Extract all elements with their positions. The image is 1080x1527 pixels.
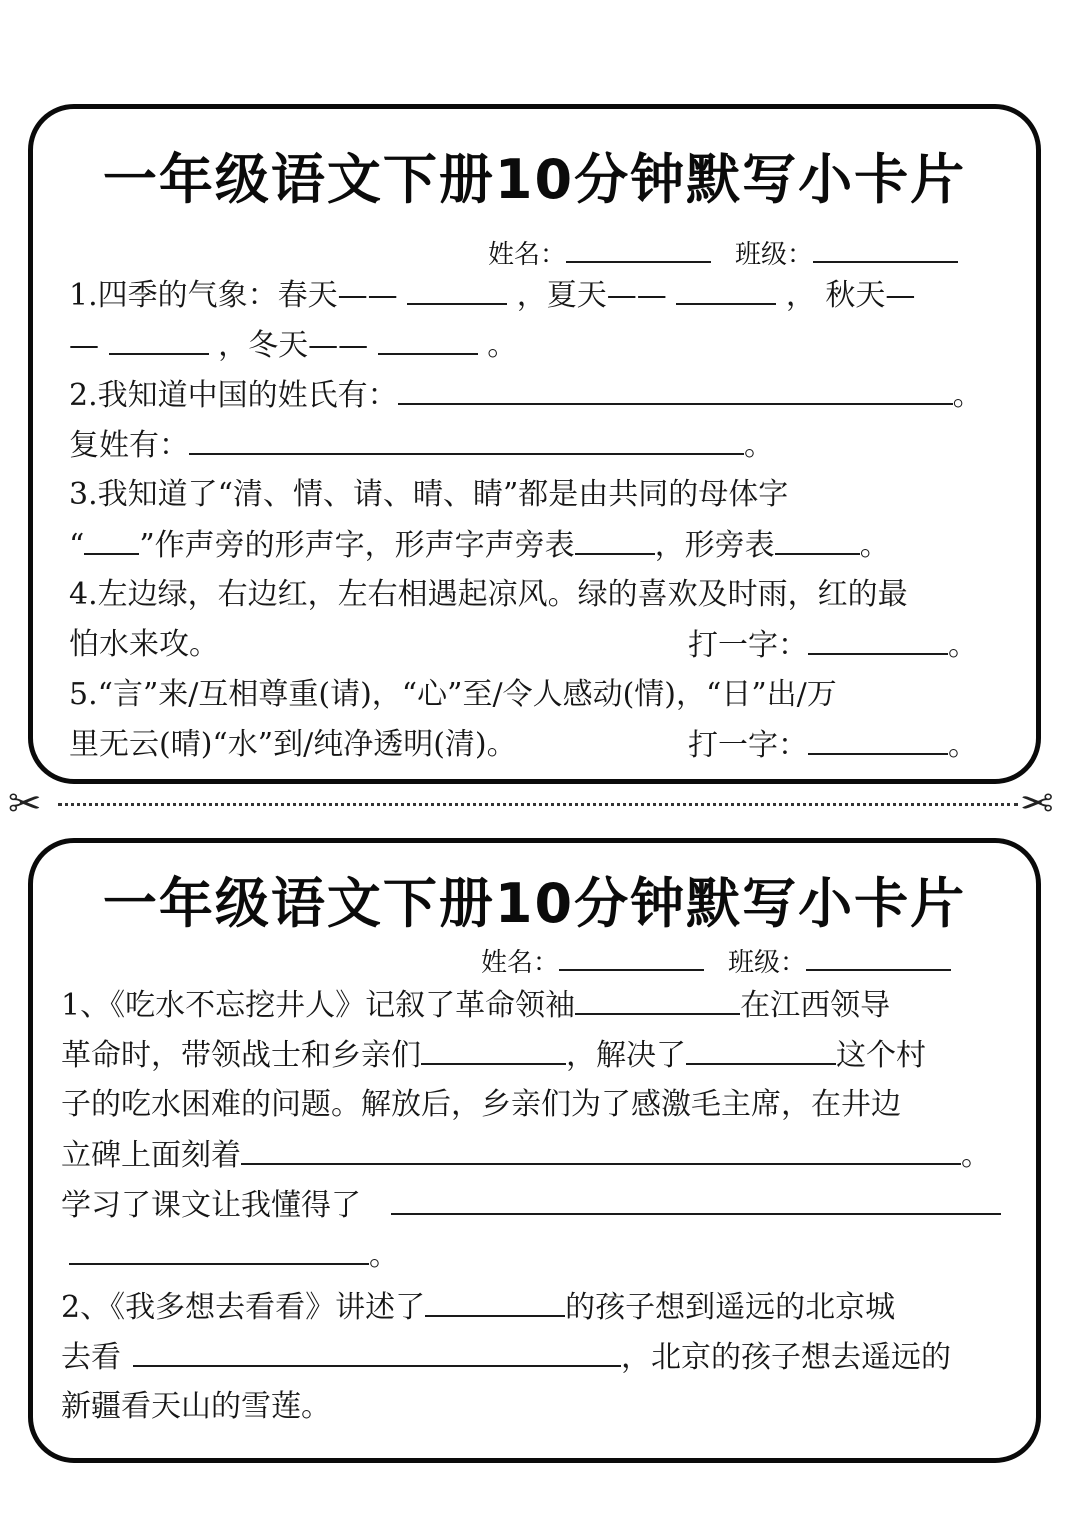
answer-blank[interactable] <box>676 273 776 305</box>
question-2-line-2 <box>61 1335 951 1380</box>
answer-blank[interactable] <box>407 273 507 305</box>
answer-blank[interactable] <box>686 1033 836 1065</box>
q3-text: “ <box>69 528 85 563</box>
question-3-line-1: 3.我知道了“清、情、请、晴、睛”都是由共同的母体字 <box>69 477 789 512</box>
q2-text: 复姓有： <box>69 428 189 463</box>
answer-blank[interactable] <box>575 983 740 1015</box>
card-title: 一年级语文下册10分钟默写小卡片 <box>102 148 967 211</box>
answer-blank[interactable] <box>69 1233 369 1265</box>
answer-blank[interactable] <box>241 1133 961 1165</box>
class-blank[interactable] <box>806 939 951 971</box>
q1-text: 这个村 <box>836 1038 926 1073</box>
q1-text: 在江西领导 <box>740 988 891 1023</box>
q2-text: ，北京的孩子想去遥远的 <box>621 1340 951 1375</box>
class-blank[interactable] <box>813 231 958 263</box>
question-4-line-1: 4.左边绿，右边红，左右相遇起凉风。绿的喜欢及时雨，红的最 <box>69 577 908 612</box>
question-4-answer <box>688 623 978 668</box>
riddle-prompt: 打一字： <box>688 728 808 763</box>
answer-blank[interactable] <box>398 373 953 405</box>
question-2-line-3: 新疆看天山的雪莲。 <box>61 1389 331 1424</box>
question-5-answer <box>688 723 978 768</box>
scissors-icon: ✂ <box>1020 781 1054 827</box>
question-1-line-5 <box>61 1183 1001 1228</box>
q1-text: 1.四季的气象：春天—— <box>69 278 398 313</box>
question-2-line-1 <box>61 1285 895 1330</box>
cut-line <box>58 803 1018 806</box>
question-2-line-2 <box>69 423 774 468</box>
question-1-line-3: 子的吃水困难的问题。解放后，乡亲们为了感激毛主席，在井边 <box>61 1087 901 1122</box>
name-blank[interactable] <box>566 231 711 263</box>
q3-text: 。 <box>859 528 890 563</box>
answer-blank[interactable] <box>84 523 139 555</box>
class-field <box>735 231 958 271</box>
question-1-line-6 <box>69 1233 399 1278</box>
question-1-line-4 <box>61 1133 991 1178</box>
scissors-icon: ✂ <box>8 781 42 827</box>
question-5-line-1: 5.“言”来/互相尊重(请)，“心”至/令人感动(情)，“日”出/万 <box>69 677 837 712</box>
question-1-line-1 <box>69 273 915 318</box>
q1-text: ， 秋天— <box>785 278 916 313</box>
q1-text: 。 <box>487 328 518 363</box>
answer-blank[interactable] <box>189 423 744 455</box>
q1-text: 。 <box>369 1238 399 1273</box>
q1-text: 学习了课文让我懂得了 <box>61 1188 361 1223</box>
q1-text: 革命时，带领战士和乡亲们 <box>61 1038 421 1073</box>
q4-text: 。 <box>948 628 978 663</box>
question-1-line-2 <box>61 1033 926 1078</box>
q3-text: ”作声旁的形声字，形声字声旁表 <box>139 528 575 563</box>
name-field <box>488 231 711 271</box>
dictation-card-1 <box>28 104 1041 784</box>
answer-blank[interactable] <box>378 323 478 355</box>
answer-blank[interactable] <box>575 523 655 555</box>
answer-blank[interactable] <box>109 323 209 355</box>
answer-blank[interactable] <box>133 1335 621 1367</box>
question-1-line-1 <box>61 983 890 1028</box>
question-5-line-2: 里无云(晴)“水”到/纯净透明(清)。 <box>69 727 517 762</box>
card-title: 一年级语文下册10分钟默写小卡片 <box>102 872 967 935</box>
q2-text: 。 <box>952 378 983 413</box>
q1-text: ，解决了 <box>566 1038 686 1073</box>
q1-text: 1、《吃水不忘挖井人》记叙了革命领袖 <box>61 988 576 1023</box>
q1-text: ，冬天—— <box>218 328 369 363</box>
answer-blank[interactable] <box>425 1285 565 1317</box>
answer-blank[interactable] <box>808 723 948 755</box>
riddle-prompt: 打一字： <box>688 628 808 663</box>
q2-text: 2.我知道中国的姓氏有： <box>69 378 398 413</box>
class-field <box>728 939 951 979</box>
q2-text: 的孩子想到遥远的北京城 <box>565 1290 896 1325</box>
name-label: 姓名： <box>481 948 560 978</box>
answer-blank[interactable] <box>775 523 860 555</box>
answer-blank[interactable] <box>808 623 948 655</box>
name-field <box>481 939 704 979</box>
q5-text: 。 <box>948 728 978 763</box>
question-4-line-2: 怕水来攻。 <box>69 627 219 662</box>
answer-blank[interactable] <box>421 1033 566 1065</box>
q2-text: 。 <box>744 428 774 463</box>
name-label: 姓名： <box>488 240 567 270</box>
question-2-line-1 <box>69 373 983 418</box>
q2-text: 2、《我多想去看看》讲述了 <box>61 1290 426 1325</box>
answer-blank[interactable] <box>391 1183 1001 1215</box>
q1-text: ，夏天—— <box>516 278 667 313</box>
class-label: 班级： <box>735 240 814 270</box>
q3-text: ，形旁表 <box>654 528 775 563</box>
q2-text: 去看 <box>61 1340 121 1375</box>
q1-text: — <box>69 328 99 363</box>
q1-text: 立碑上面刻着 <box>61 1138 241 1173</box>
dictation-card-2 <box>28 838 1041 1463</box>
q1-text: 。 <box>961 1138 991 1173</box>
question-3-line-2 <box>69 523 890 568</box>
question-1-line-2 <box>69 323 517 368</box>
class-label: 班级： <box>728 948 807 978</box>
name-blank[interactable] <box>559 939 704 971</box>
